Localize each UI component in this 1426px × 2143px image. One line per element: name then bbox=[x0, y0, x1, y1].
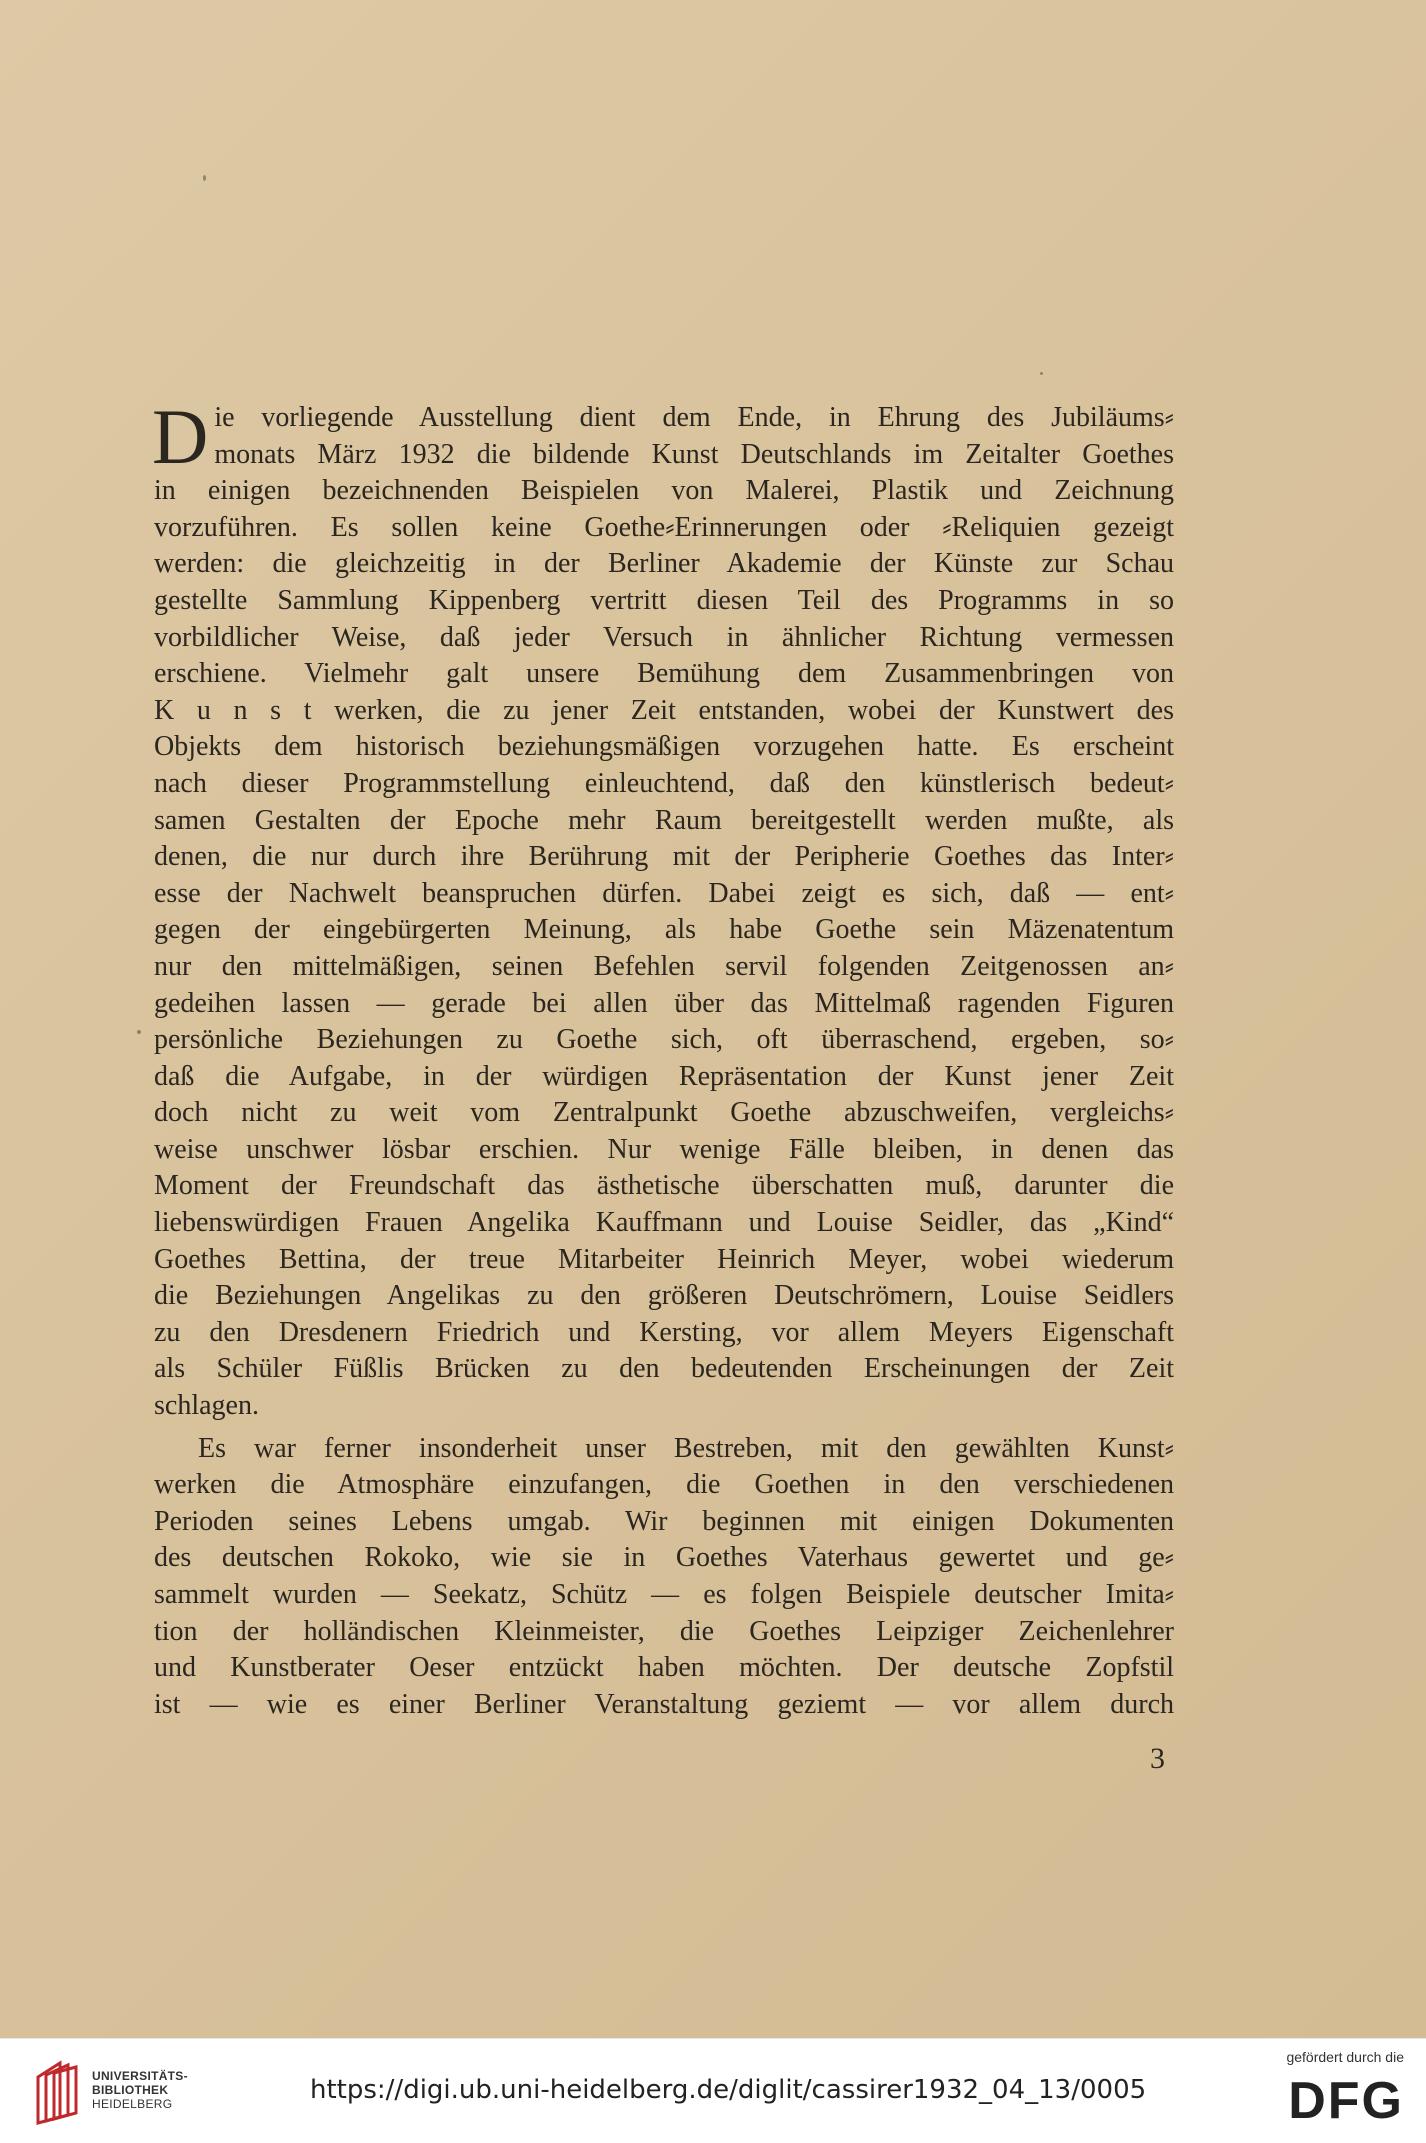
text-line: die Beziehungen Angelikas zu den größeren Deutschrömern, Louise Seidlers bbox=[154, 1280, 1174, 1312]
text-line: Moment der Freundschaft das ästhetische überschatten muß, darunter die bbox=[154, 1170, 1174, 1202]
text-line: daß die Aufgabe, in der würdigen Repräsentation der Kunst jener Zeit bbox=[154, 1060, 1174, 1092]
text-line: in einigen bezeichnenden Beispielen von Malerei, Plastik und Zeichnung bbox=[154, 475, 1174, 507]
text-line: vorbildlicher Weise, daß jeder Versuch in ähnlicher Richtung vermessen bbox=[154, 621, 1174, 653]
text-line: gestellte Sammlung Kippenberg vertritt diesen Teil des Programms in so bbox=[154, 584, 1174, 616]
ink-speck bbox=[1040, 372, 1043, 375]
text-line: persönliche Beziehungen zu Goethe sich, oft überraschend, ergeben, so⸗ bbox=[154, 1024, 1174, 1056]
text-line: esse der Nachwelt beanspruchen dürfen. Dabei zeigt es sich, daß — ent⸗ bbox=[154, 877, 1174, 909]
text-line: nur den mittelmäßigen, seinen Befehlen servil folgenden Zeitgenossen an⸗ bbox=[154, 950, 1174, 982]
text-line: ie vorliegende Ausstellung dient dem Ende, in Ehrung des Jubiläums⸗ bbox=[214, 402, 1174, 433]
university-library-logo-icon bbox=[30, 2057, 84, 2125]
library-name-line: UNIVERSITÄTS- bbox=[92, 2069, 188, 2083]
library-name bbox=[92, 2069, 188, 2111]
text-line: schlagen. bbox=[154, 1390, 259, 1422]
library-name-line: HEIDELBERG bbox=[92, 2097, 173, 2111]
viewer-footer bbox=[0, 2038, 1426, 2143]
text-line: Objekts dem historisch beziehungsmäßigen vorzugehen hatte. Es erscheint bbox=[154, 731, 1174, 763]
text-line: K u n s t werken, die zu jener Zeit entstanden, wobei der Kunstwert des bbox=[154, 694, 1174, 726]
text-line: weise unschwer lösbar erschien. Nur wenige Fälle bleiben, in denen das bbox=[154, 1133, 1174, 1165]
text-line: vorzuführen. Es sollen keine Goethe⸗Erinnerungen oder ⸗Reliquien gezeigt bbox=[154, 511, 1174, 543]
text-line: nach dieser Programmstellung einleuchtend, daß den künstlerisch bedeut⸗ bbox=[154, 767, 1174, 799]
paragraph-2 bbox=[154, 1431, 1174, 1724]
text-line: ist — wie es einer Berliner Veranstaltung geziemt — vor allem durch bbox=[154, 1688, 1174, 1720]
text-line: Goethes Bettina, der treue Mitarbeiter Heinrich Meyer, wobei wiederum bbox=[154, 1243, 1174, 1275]
text-line: denen, die nur durch ihre Berührung mit der Peripherie Goethes das Inter⸗ bbox=[154, 841, 1174, 873]
text-line: gegen der eingebürgerten Meinung, als habe Goethe sein Mäzenatentum bbox=[154, 914, 1174, 946]
funding-note: gefördert durch die bbox=[1286, 2049, 1404, 2065]
text-line: doch nicht zu weit vom Zentralpunkt Goethe abzuschweifen, vergleichs⸗ bbox=[154, 1097, 1174, 1129]
ink-speck bbox=[137, 1030, 141, 1034]
text-line: Perioden seines Lebens umgab. Wir beginnen mit einigen Dokumenten bbox=[154, 1505, 1174, 1537]
permalink-url[interactable]: https://digi.ub.uni-heidelberg.de/diglit/cassirer1932_04_13/0005 bbox=[310, 2075, 1147, 2105]
text-line: erschiene. Vielmehr galt unsere Bemühung dem Zusammenbringen von bbox=[154, 658, 1174, 690]
text-line: als Schüler Füßlis Brücken zu den bedeutenden Erscheinungen der Zeit bbox=[154, 1353, 1174, 1385]
text-line: samen Gestalten der Epoche mehr Raum bereitgestellt werden mußte, als bbox=[154, 804, 1174, 836]
paragraph-1 bbox=[152, 393, 1174, 1425]
text-line: gedeihen lassen — gerade bei allen über das Mittelmaß ragenden Figuren bbox=[154, 987, 1174, 1019]
drop-cap: D bbox=[152, 393, 209, 480]
text-line: tion der holländischen Kleinmeister, die Goethes Leipziger Zeichenlehrer bbox=[154, 1615, 1174, 1647]
text-line: Es war ferner insonderheit unser Bestreben, mit den gewählten Kunst⸗ bbox=[198, 1432, 1174, 1464]
ink-speck bbox=[203, 175, 206, 181]
text-line: werken die Atmosphäre einzufangen, die Goethen in den verschiedenen bbox=[154, 1469, 1174, 1501]
text-line: werden: die gleichzeitig in der Berliner Akademie der Künste zur Schau bbox=[154, 548, 1174, 580]
body-text bbox=[152, 393, 1174, 1723]
text-line: des deutschen Rokoko, wie sie in Goethes Vaterhaus gewertet und ge⸗ bbox=[154, 1542, 1174, 1574]
text-line: sammelt wurden — Seekatz, Schütz — es folgen Beispiele deutscher Imita⸗ bbox=[154, 1579, 1174, 1610]
text-line: liebenswürdigen Frauen Angelika Kauffmann und Louise Seidler, das „Kind“ bbox=[154, 1207, 1174, 1239]
text-line: zu den Dresdenern Friedrich und Kersting, vor allem Meyers Eigenschaft bbox=[154, 1316, 1174, 1348]
text-line: und Kunstberater Oeser entzückt haben möchten. Der deutsche Zopfstil bbox=[154, 1652, 1174, 1684]
page-number: 3 bbox=[1150, 1742, 1165, 1775]
dfg-logo: DFG bbox=[1288, 2072, 1404, 2130]
library-name-line: BIBLIOTHEK bbox=[92, 2083, 169, 2097]
text-line: monats März 1932 die bildende Kunst Deutschlands im Zeitalter Goethes bbox=[214, 438, 1174, 470]
